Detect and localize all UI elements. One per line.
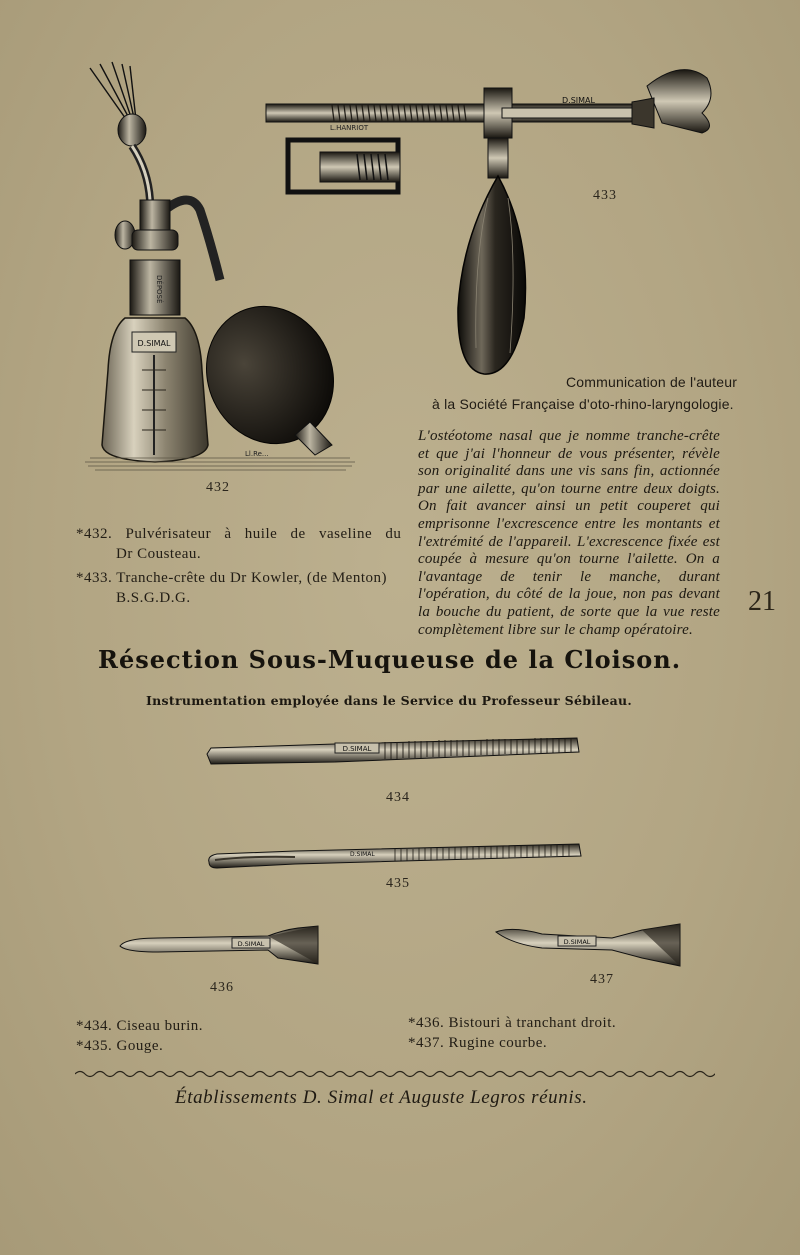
- caption-434: *434. Ciseau burin.: [76, 1018, 203, 1034]
- ciseau-brand: D.SIMAL: [342, 745, 372, 753]
- communication-heading-line1: Communication de l'auteur: [566, 374, 738, 390]
- bistouri-brand: D.SIMAL: [237, 940, 265, 948]
- page-number: 21: [748, 586, 776, 617]
- captions-bottom-left: [76, 1016, 203, 1056]
- section-subtitle: Instrumentation employée dans le Service du Professeur Sébileau.: [146, 693, 633, 708]
- figure-number-432: 432: [206, 480, 230, 495]
- ciseau-burin-illustration: [205, 732, 585, 772]
- rugine-illustration: [492, 920, 684, 970]
- tranche-crete-brand: D.SIMAL: [562, 96, 595, 105]
- rugine-brand: D.SIMAL: [563, 938, 591, 946]
- captions-bottom-right: [408, 1013, 616, 1053]
- bistouri-illustration: [118, 920, 323, 972]
- caption-433-line1: *433. Tranche-crête du Dr Kowler, (de Menton): [76, 570, 387, 586]
- figure-number-435: 435: [386, 876, 410, 891]
- figure-number-434: 434: [386, 790, 410, 805]
- gouge-illustration: [205, 838, 585, 872]
- atomizer-brand: D.SIMAL: [137, 339, 171, 348]
- gouge-brand: D.SIMAL: [350, 851, 375, 858]
- section-title: Résection Sous-Muqueuse de la Cloison.: [98, 645, 682, 674]
- decorative-wavy-rule: [75, 1068, 715, 1080]
- communication-body: L'ostéotome nasal que je nomme tranche-crête et que j'ai l'honneur de vous présenter, révèle son originalité dans une vis sans fin, actionnée par une ailette, qu'on tourne entre deux doigts. On fait avancer ainsi un petit couperet qui emprisonne l'excrescence entre les montants et l'extrémité de l'appareil. L'excrescence fixée est coupée à mesure qu'on tourne l'ailette. On a l'avantage de tenir le manche, durant l'opération, du côté de la joue, non pas devant la bouche du patient, de sorte que la vue reste complètement libre sur le champ opératoire.: [418, 428, 720, 638]
- caption-432-line2: Dr Cousteau.: [116, 546, 202, 562]
- figure-number-436: 436: [210, 980, 234, 995]
- tranche-crete-illustration: [262, 58, 722, 378]
- caption-433-line2: B.S.G.D.G.: [116, 590, 191, 606]
- captions-top: [76, 524, 402, 608]
- footer-publisher: Établissements D. Simal et Auguste Legros réunis.: [175, 1087, 588, 1108]
- caption-436: *436. Bistouri à tranchant droit.: [408, 1015, 617, 1031]
- caption-435: *435. Gouge.: [76, 1038, 164, 1054]
- caption-432-line1: *432. Pulvérisateur à huile de vaseline du: [76, 526, 402, 542]
- communication-heading-line2: à la Société Française d'oto-rhino-laryngologie.: [432, 396, 734, 412]
- engraver-mark: L.HANRIOT: [330, 124, 369, 132]
- figure-number-437: 437: [590, 972, 614, 987]
- engraver-signature: Ll.Re...: [245, 450, 269, 458]
- caption-437: *437. Rugine courbe.: [408, 1035, 548, 1051]
- figure-number-433: 433: [593, 188, 617, 203]
- depose-mark: DÉPOSÉ: [155, 275, 163, 304]
